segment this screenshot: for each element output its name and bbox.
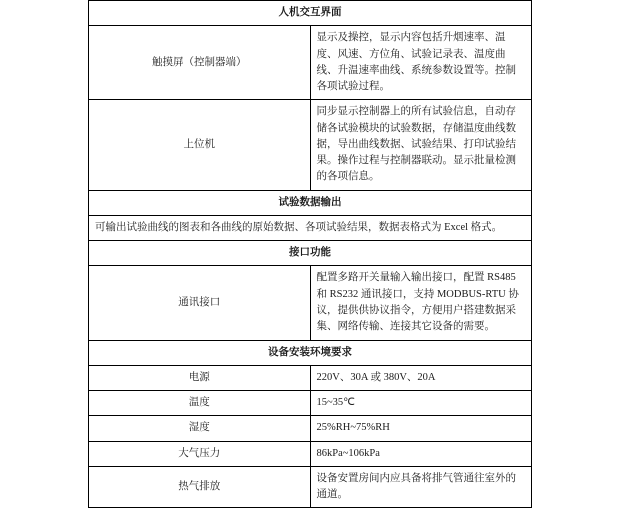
row-label-host-computer: 上位机 <box>89 100 311 190</box>
row-label-humidity: 湿度 <box>89 416 311 441</box>
table-row <box>89 441 532 466</box>
table-row <box>89 215 532 240</box>
row-value-humidity: 25%RH~75%RH <box>310 416 532 441</box>
section-header-row <box>89 190 532 215</box>
section-header-row <box>89 241 532 266</box>
row-value-comm-interface: 配置多路开关量输入输出接口，配置 RS485 和 RS232 通讯接口，支持 MODBUS-RTU 协议，提供供协议指令，方便用户搭建数据采集、网络传输、连接其它设备的需要。 <box>310 266 532 340</box>
section-header-row <box>89 1 532 26</box>
row-label-comm-interface: 通讯接口 <box>89 266 311 340</box>
row-value-data-output: 可输出试验曲线的图表和各曲线的原始数据、各项试验结果，数据表格式为 Excel 格式。 <box>89 215 532 240</box>
table-row <box>89 26 532 100</box>
specification-table <box>88 0 532 508</box>
table-row <box>89 266 532 340</box>
table-row <box>89 391 532 416</box>
row-value-temperature: 15~35℃ <box>310 391 532 416</box>
row-value-power: 220V、30A 或 380V、20A <box>310 365 532 390</box>
row-label-power: 电源 <box>89 365 311 390</box>
row-value-touchscreen: 显示及操控，显示内容包括升烟速率、温度、风速、方位角、试验记录表、温度曲线、升温速率曲线、系统参数设置等。控制各项试验过程。 <box>310 26 532 100</box>
row-label-touchscreen: 触摸屏（控制器端） <box>89 26 311 100</box>
section-heading-hmi: 人机交互界面 <box>89 1 532 26</box>
row-value-pressure: 86kPa~106kPa <box>310 441 532 466</box>
row-value-exhaust: 设备安置房间内应具备将排气管通往室外的通道。 <box>310 466 532 508</box>
table-row <box>89 100 532 190</box>
row-value-host-computer: 同步显示控制器上的所有试验信息，自动存储各试验模块的试验数据，存储温度曲线数据，导出曲线数据、试验结果、打印试验结果。操作过程与控制器联动。显示批量检测的各项信息。 <box>310 100 532 190</box>
row-label-temperature: 温度 <box>89 391 311 416</box>
row-label-pressure: 大气压力 <box>89 441 311 466</box>
section-header-row <box>89 340 532 365</box>
section-heading-install-env: 设备安装环境要求 <box>89 340 532 365</box>
table-row <box>89 416 532 441</box>
section-heading-interface: 接口功能 <box>89 241 532 266</box>
row-label-exhaust: 热气排放 <box>89 466 311 508</box>
table-row <box>89 365 532 390</box>
section-heading-data-output: 试验数据输出 <box>89 190 532 215</box>
table-row <box>89 466 532 508</box>
